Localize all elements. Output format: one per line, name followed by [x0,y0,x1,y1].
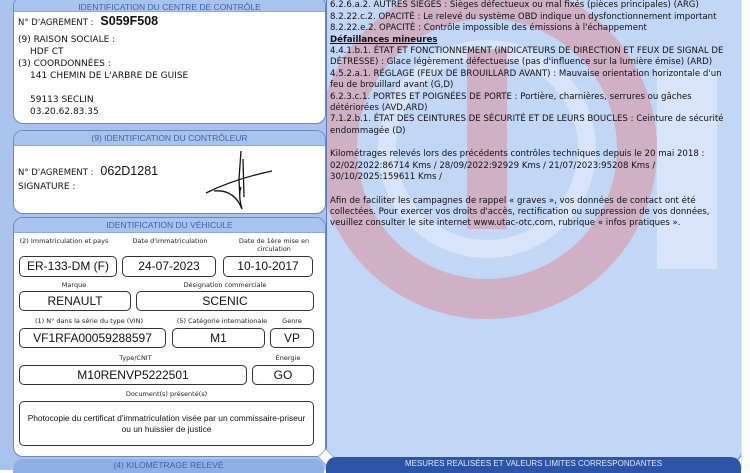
energie-label: Énergie [262,354,314,362]
immat-label: (2) Immatriculation et pays [14,237,114,245]
mineures-title: Défaillances mineures [330,35,735,46]
centre-header: IDENTIFICATION DU CENTRE DE CONTRÔLE [14,0,325,12]
centre-agrement-value: S059F508 [100,14,158,28]
majeure-item-2: 8.2.22.c.2. OPACITÉ : Le relevé du système OBD indique un dysfonctionnement important [330,12,735,23]
energie-field: GO [252,365,314,385]
mineure-item-3: 6.2.3.c.1. PORTES ET POIGNÉES DE PORTE : Portière, charnières, serrures ou gâches détériorées (AVD,ARD) [330,92,735,115]
designation-field: SCENIC [136,291,314,311]
date-circ-label: Date de 1ère mise en circulation [226,237,322,253]
vin-field: VF1RFA00059288597 [19,328,166,348]
page-margin [741,0,750,470]
mineure-item-1: 4.4.1.b.1. ÉTAT ET FONCTIONNEMENT (INDICATEURS DE DIRECTION ET FEUX DE SIGNAL DE DÉTRESSE) : Glace légèrement défectueuse (pas d'influence sur la lumière émise) (ARD) [330,46,735,69]
kilometrages-note: Kilométrages relevés lors des précédents contrôles techniques depuis le 20 mai 2018 : 02/02/2022:86714 Kms / 28/09/2022:92929 Kms / 21/07/2023:95208 Kms / 30/10/2025:159611 Kms / [330,149,735,183]
marque-field: RENAULT [19,291,131,311]
categorie-label: (5) Catégorie internationale [166,317,278,325]
immat-field: ER-133-DM (F) [19,256,117,277]
rgpd-note: Afin de faciliter les campagnes de rappel « graves », vos données de contact ont été collectées. Pour exercer vos droits d'accès, rectification ou suppression de vos données, veuillez consulter le site internet www.utac-otc.com, rubrique « infos pratiques ». [330,196,735,230]
documents-field: Photocopie du certificat d'immatriculation visée par un commissaire-priseur ou un huissier de justice [19,401,314,446]
signature-label: SIGNATURE : [18,182,75,192]
type-label: Type/CNIT [19,354,252,362]
mesures-header: MESURES REALISÉES ET VALEURS LIMITES CORRESPONDANTES [326,457,741,473]
mineure-item-4: 7.1.2.b.1. ÉTAT DES CEINTURES DE SÉCURITÉ ET DE LEURS BOUCLES : Ceinture de sécurité endommagée (D) [330,114,735,137]
centre-panel [13,0,326,124]
defaillances-text [330,0,735,230]
raison-sociale-value: HDF CT [30,47,64,57]
vin-label: (1) N° dans la série du type (VIN) [19,317,159,325]
designation-label: Désignation commerciale [136,281,314,289]
raison-sociale-label: (9) RAISON SOCIALE : [18,35,115,45]
phone: 03.20.62.83.35 [30,107,99,117]
controleur-agrement [18,164,158,178]
address-line1: 141 CHEMIN DE L'ARBRE DE GUISE [30,71,188,81]
mineure-item-2: 4.5.2.a.1. RÉGLAGE (FEUX DE BROUILLARD AVANT) : Mauvaise orientation horizontale d'un feu de brouillard avant (G,D) [330,69,735,92]
controleur-header: (9) IDENTIFICATION DU CONTRÔLEUR [14,131,325,146]
address-line2: 59113 SECLIN [30,95,94,105]
date-immat-field: 24-07-2023 [122,256,216,277]
controleur-agrement-value: 062D1281 [100,164,158,178]
centre-agrement [18,14,158,28]
date-circ-field: 10-10-2017 [223,256,313,277]
signature-icon [194,149,274,211]
centre-agrement-label: N° D'AGREMENT : [18,18,94,28]
genre-field: VP [270,328,314,348]
majeure-item-3: 8.2.22.e.2. OPACITÉ : Contrôle impossible des émissions à l'échappement [330,23,735,34]
categorie-field: M1 [172,328,265,348]
controleur-panel [13,130,326,214]
marque-label: Marque [19,281,129,289]
kilometrage-header: (4) KILOMÉTRAGE RELEVÉ [13,459,324,473]
genre-label: Genre [270,317,314,325]
date-immat-label: Date d'immatriculation [120,237,220,245]
left-column [0,0,328,470]
controleur-agrement-label: N° D'AGREMENT : [18,168,94,178]
documents-label: Document(s) présenté(s) [19,390,314,398]
vehicule-header: IDENTIFICATION DU VÉHICULE [14,218,325,233]
majeure-item-1: 6.2.6.a.2. AUTRES SIÈGES : Sièges défectueux ou mal fixés (pièces principales) (ARG) [330,0,735,11]
coordonnees-label: (3) COORDONNÉES : [18,59,111,69]
defaillances-panel [326,0,742,462]
vehicule-panel [13,217,326,457]
type-field: M10RENVP5222501 [19,365,247,385]
